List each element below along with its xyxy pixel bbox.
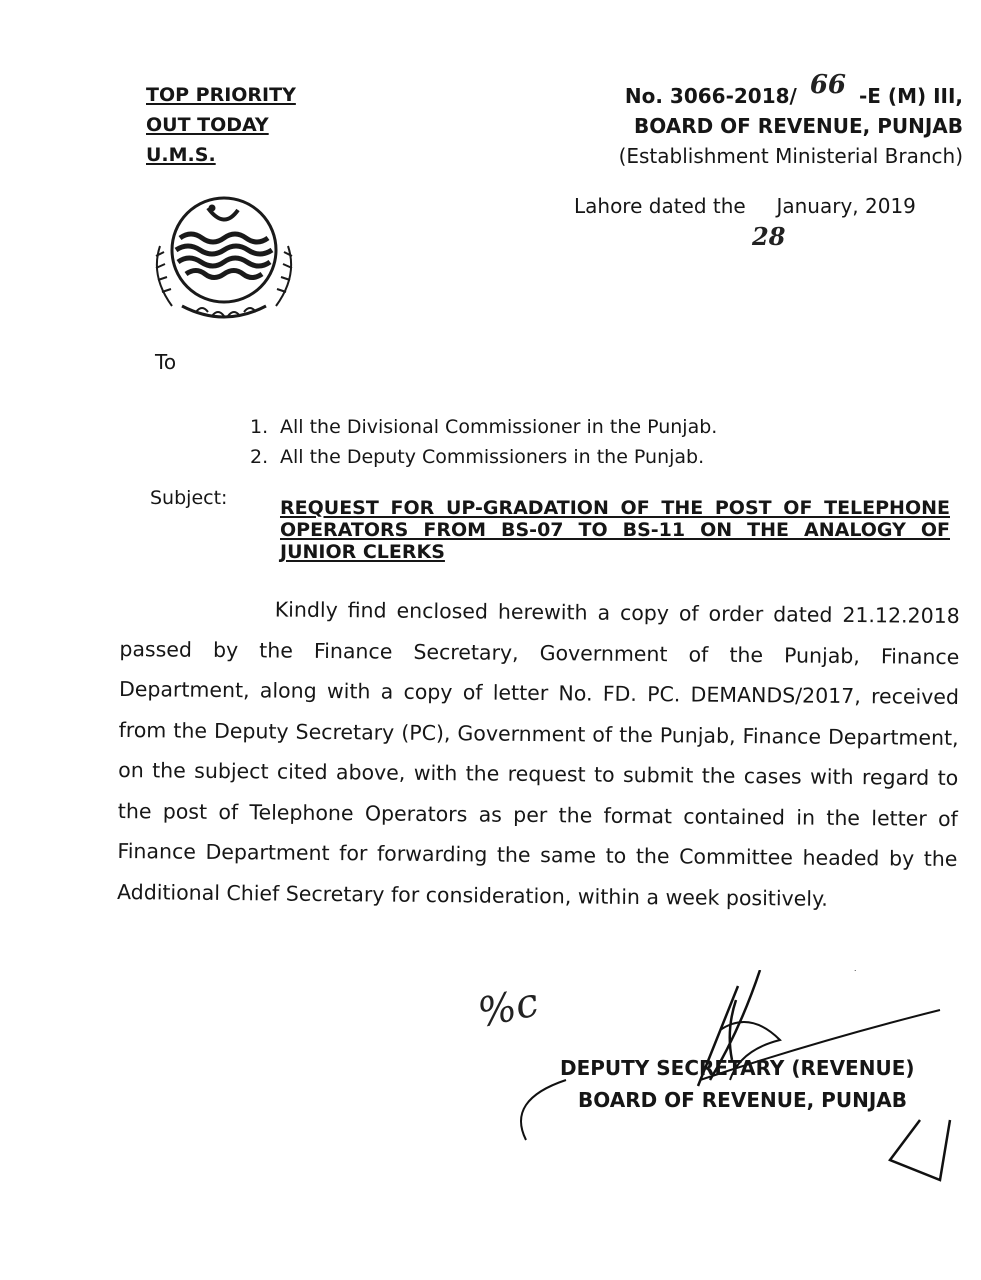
signatory-office: BOARD OF REVENUE, PUNJAB [578,1088,907,1112]
addressee-item [250,412,717,442]
date-line [574,194,916,218]
subject-text: REQUEST FOR UP-GRADATION OF THE POST OF TELEPHONE OPERATORS FROM BS-07 TO BS-11 ON THE ANALOGY OF JUNIOR CLERKS [280,497,950,563]
priority-line: TOP PRIORITY [146,84,296,106]
date-month-year: January, 2019 [776,194,916,218]
priority-block [146,80,296,170]
date-handwritten-day: 28 [752,222,786,251]
government-of-punjab-emblem-icon [146,186,302,328]
signatory-designation: DEPUTY SECRETARY (REVENUE) [560,1056,915,1080]
addressee-number: 2. [250,446,269,468]
handwritten-mark: %c [473,979,543,1037]
salutation: To [155,350,177,374]
subject-label: Subject: [150,487,228,509]
signature-block [560,1052,915,1116]
letter-body: Kindly find enclosed herewith a copy of order dated 21.12.2018 passed by the Finance Secretary, Government of the Punjab, Finance Department, along with a copy of letter No. FD. PC. DEMANDS/2017, received from the Deputy Secretary (PC), Government of the Punjab, Finance Department, on the subject cited above, with the request to submit the cases with regard to the post of Telephone Operators as per the format contained in the letter of Finance Department for forwarding the same to the Committee headed by the Additional Chief Secretary for consideration, within a week positively. [116,597,960,911]
reference-handwritten-number: 66 [809,70,847,100]
reference-number [619,70,963,111]
office-name: BOARD OF REVENUE, PUNJAB [634,114,963,138]
addressee-list [250,412,717,472]
reference-block [618,70,963,171]
addressee-item [250,442,717,472]
branch-name: (Establishment Ministerial Branch) [618,144,963,168]
addressee-text: All the Deputy Commissioners in the Punjab. [280,446,705,468]
priority-line: OUT TODAY [146,114,269,136]
date-prefix: Lahore dated the [574,194,746,218]
reference-suffix: -E (M) III, [859,84,963,108]
priority-line: U.M.S. [146,144,216,166]
addressee-number: 1. [250,416,269,438]
addressee-text: All the Divisional Commissioner in the Punjab. [280,416,718,438]
reference-prefix: No. 3066-2018/ [624,84,797,108]
